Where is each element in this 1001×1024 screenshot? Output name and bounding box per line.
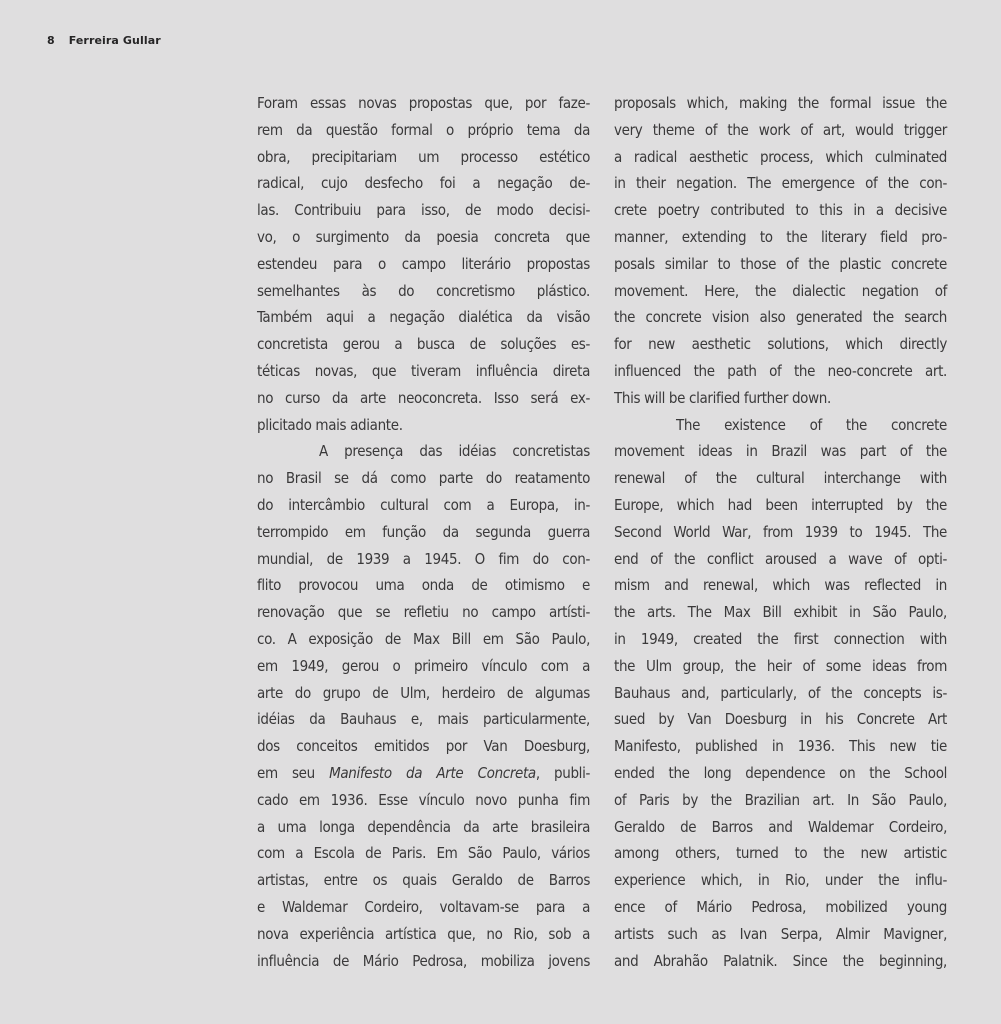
text-line: nova experiência artística que, no Rio, sob a <box>257 924 590 943</box>
text-line: rem da questão formal o próprio tema da <box>257 120 590 139</box>
text-line: the concrete vision also generated the search <box>614 308 947 327</box>
text-line: A presença das idéias concretistas <box>319 442 590 461</box>
text-line: a radical aesthetic process, which culminated <box>614 147 947 166</box>
text-line: artistas, entre os quais Geraldo de Barros <box>257 871 590 890</box>
text-line: mundial, de 1939 a 1945. O fim do con- <box>257 549 590 568</box>
text-line: Bauhaus and, particularly, of the concepts is- <box>614 683 947 702</box>
text-line: experience which, in Rio, under the influ- <box>614 871 947 890</box>
text-line: Também aqui a negação dialética da visão <box>257 308 590 327</box>
text-line: no Brasil se dá como parte do reatamento <box>257 469 590 488</box>
text-line: concretista gerou a busca de soluções es- <box>257 335 590 354</box>
page-number: 8 <box>47 34 55 47</box>
text-line: Europe, which had been interrupted by the <box>614 495 947 514</box>
text-line: influência de Mário Pedrosa, mobiliza jovens <box>257 951 590 970</box>
text-line: renovação que se refletiu no campo artísti- <box>257 603 590 622</box>
text-line: Geraldo de Barros and Waldemar Cordeiro, <box>614 817 947 836</box>
text-line: of Paris by the Brazilian art. In São Paulo, <box>614 790 947 809</box>
portuguese-text-column <box>257 90 590 974</box>
text-line: influenced the path of the neo-concrete art. <box>614 361 947 380</box>
text-line: the arts. The Max Bill exhibit in São Paulo, <box>614 603 947 622</box>
text-line: arte do grupo de Ulm, herdeiro de algumas <box>257 683 590 702</box>
text-line: crete poetry contributed to this in a decisive <box>614 201 947 220</box>
text-line: a uma longa dependência da arte brasileira <box>257 817 590 836</box>
text-line: dos conceitos emitidos por Van Doesburg, <box>257 737 590 756</box>
text-line: renewal of the cultural interchange with <box>614 469 947 488</box>
text-line: Second World War, from 1939 to 1945. The <box>614 522 947 541</box>
text-line: plicitado mais adiante. <box>257 415 403 434</box>
text-line: and Abrahão Palatnik. Since the beginning, <box>614 951 947 970</box>
book-title: Manifesto da Arte Concreta <box>329 763 536 782</box>
text-fragment: , publi- <box>535 763 590 782</box>
text-line: end of the conflict aroused a wave of opti- <box>614 549 947 568</box>
english-text-column <box>614 90 947 974</box>
text-line: obra, precipitariam um processo estético <box>257 147 590 166</box>
running-title: Ferreira Gullar <box>68 34 161 47</box>
text-line: semelhantes às do concretismo plástico. <box>257 281 590 300</box>
text-line: em 1949, gerou o primeiro vínculo com a <box>257 656 590 675</box>
text-line: téticas novas, que tiveram influência direta <box>257 361 590 380</box>
text-line: among others, turned to the new artistic <box>614 844 947 863</box>
text-line: e Waldemar Cordeiro, voltavam-se para a <box>257 897 590 916</box>
text-line: mism and renewal, which was reflected in <box>614 576 947 595</box>
text-line: very theme of the work of art, would trigger <box>614 120 947 139</box>
text-line: proposals which, making the formal issue the <box>614 94 947 112</box>
text-line: movement ideas in Brazil was part of the <box>614 442 947 461</box>
text-line: radical, cujo desfecho foi a negação de- <box>257 174 590 193</box>
text-line: for new aesthetic solutions, which directly <box>614 335 947 354</box>
text-line: in their negation. The emergence of the con- <box>614 174 947 193</box>
text-fragment: em seu <box>257 763 330 782</box>
text-line: the Ulm group, the heir of some ideas from <box>614 656 947 675</box>
text-line: This will be clarified further down. <box>614 388 831 407</box>
text-line: The existence of the concrete <box>676 415 947 434</box>
page-header <box>47 34 161 47</box>
text-line: sued by Van Doesburg in his Concrete Art <box>614 710 947 729</box>
text-line: movement. Here, the dialectic negation of <box>614 281 947 300</box>
text-line: cado em 1936. Esse vínculo novo punha fim <box>257 790 590 809</box>
text-line: manner, extending to the literary field pro- <box>614 227 947 246</box>
text-line: idéias da Bauhaus e, mais particularmente, <box>257 710 590 729</box>
text-line-with-title <box>257 760 590 787</box>
text-line: terrompido em função da segunda guerra <box>257 522 590 541</box>
text-line: artists such as Ivan Serpa, Almir Mavigner, <box>614 924 947 943</box>
text-line: ended the long dependence on the School <box>614 763 947 782</box>
text-line: ence of Mário Pedrosa, mobilized young <box>614 897 947 916</box>
text-line: Foram essas novas propostas que, por faze- <box>257 94 590 112</box>
text-line: las. Contribuiu para isso, de modo decisi- <box>257 201 590 220</box>
text-line: Manifesto, published in 1936. This new tie <box>614 737 947 756</box>
text-line: estendeu para o campo literário propostas <box>257 254 590 273</box>
text-line: posals similar to those of the plastic concrete <box>614 254 947 273</box>
text-line: do intercâmbio cultural com a Europa, in- <box>257 495 590 514</box>
text-line: flito provocou uma onda de otimismo e <box>257 576 590 595</box>
text-line: co. A exposição de Max Bill em São Paulo, <box>257 629 590 648</box>
text-line: com a Escola de Paris. Em São Paulo, vários <box>257 844 590 863</box>
text-line: vo, o surgimento da poesia concreta que <box>257 227 590 246</box>
text-line: no curso da arte neoconcreta. Isso será ex- <box>257 388 590 407</box>
text-line: in 1949, created the first connection with <box>614 629 947 648</box>
